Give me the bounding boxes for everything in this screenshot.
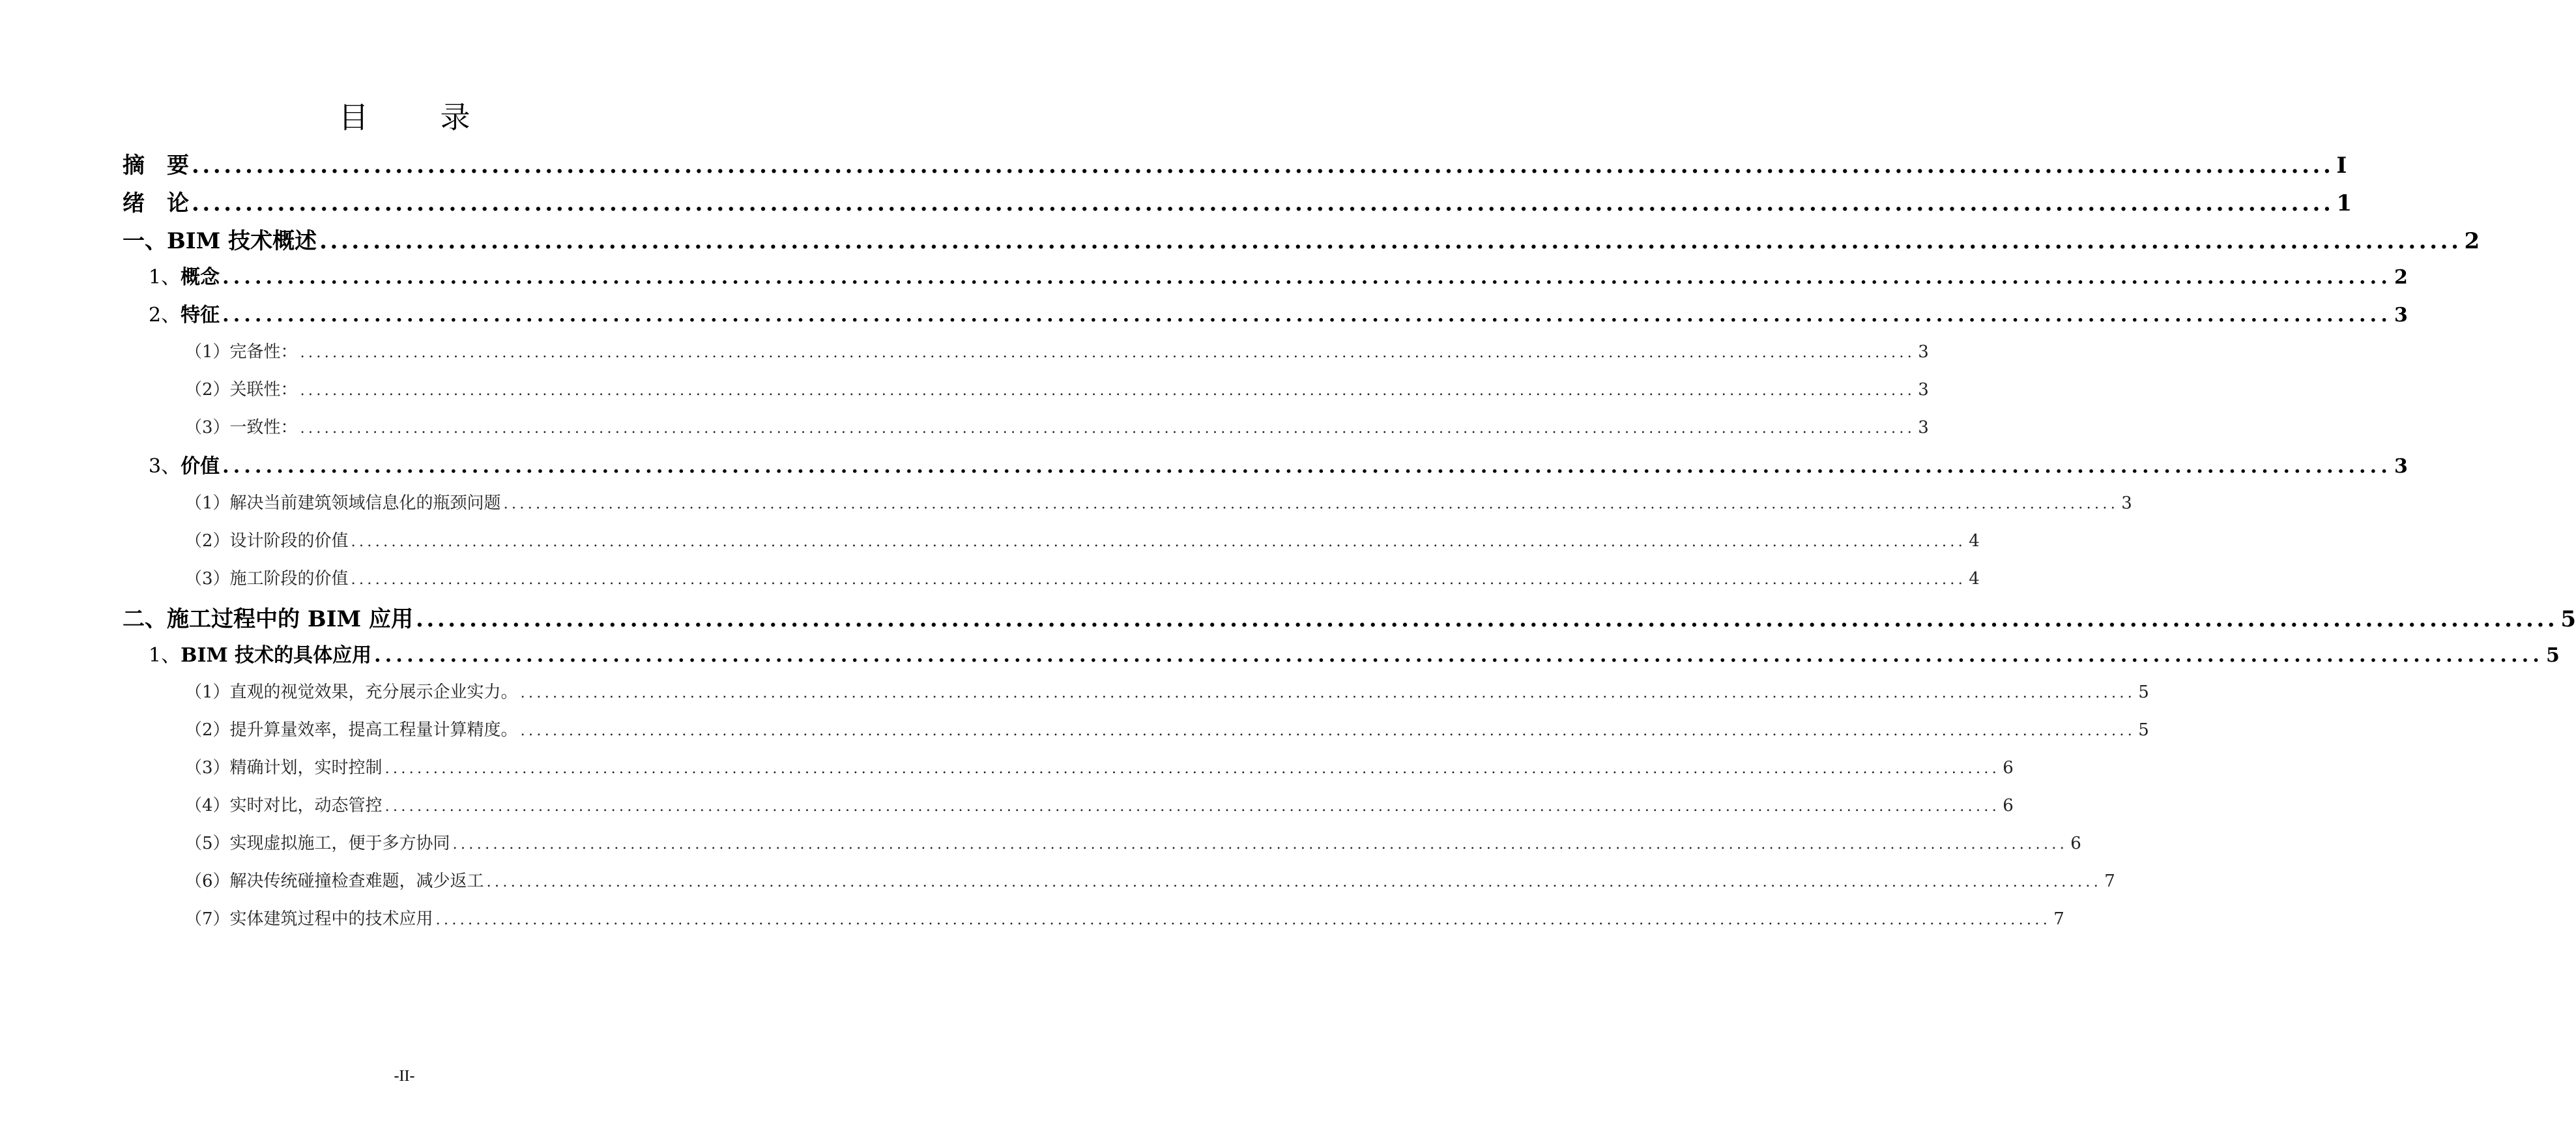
toc-dot-leader: ........................................................................................................................................................................................................ — [384, 761, 2001, 777]
toc-entry[interactable] — [185, 378, 1929, 402]
toc-entry-number: （7） — [185, 909, 230, 929]
toc-entry[interactable] — [185, 681, 2149, 704]
toc-entry-title: 直观的视觉效果，充分展示企业实力。 — [229, 682, 518, 702]
toc-entry-number: 2、 — [149, 304, 181, 327]
toc-dot-leader: ........................................................................................................................................................................................................ — [435, 912, 2051, 928]
toc-entry-page: 4 — [1969, 569, 1980, 589]
toc-dot-leader: ........................................................................................................................................................................................................ — [520, 723, 2136, 739]
toc-entry-title: 实体建筑过程中的技术应用 — [229, 909, 433, 929]
toc-dot-leader: ........................................................................................................................................................................................................ — [351, 534, 1967, 550]
toc-entry-title: BIM 技术的具体应用 — [181, 644, 372, 667]
toc-entry-number: （2） — [185, 531, 230, 551]
toc-entry-page: 1 — [2336, 190, 2352, 216]
toc-entry-title: 实时对比，动态管控 — [229, 796, 383, 815]
footer-page-number: -II- — [394, 1068, 415, 1085]
toc-dot-leader: ........................................................................................................................................................................................................ — [300, 420, 1916, 437]
toc-entry-page: 5 — [2560, 606, 2576, 632]
toc-entry[interactable] — [185, 756, 2014, 780]
toc-entry-page: 5 — [2138, 682, 2149, 702]
title-char-2: 录 — [440, 100, 470, 135]
toc-dot-leader: ........................................................................................................................................................................................................ — [374, 644, 2544, 667]
toc-entry-number: （1） — [185, 342, 230, 362]
toc-entry[interactable] — [149, 265, 2408, 291]
toc-entry-number: （6） — [185, 872, 230, 891]
toc-entry-number: （2） — [185, 380, 230, 400]
toc-dot-leader: ........................................................................................................................................................................................................ — [503, 496, 2119, 512]
toc-entry-title: 解决当前建筑领域信息化的瓶颈问题 — [229, 493, 501, 513]
toc-entry-title: 设计阶段的价值 — [229, 531, 349, 551]
toc-entry-page: 4 — [1969, 531, 1980, 551]
title-char-1: 目 — [338, 100, 369, 135]
toc-dot-leader: ........................................................................................................................................................................................................ — [520, 685, 2136, 701]
toc-entry-title: 完备性： — [229, 342, 298, 362]
toc-dot-leader: ........................................................................................................................................................................................................ — [384, 799, 2001, 815]
toc-entry[interactable] — [149, 454, 2408, 480]
toc-entry-page: 7 — [2104, 872, 2115, 891]
toc-entry-page: 6 — [2003, 796, 2014, 815]
toc-entry-number: （4） — [185, 796, 230, 815]
toc-dot-leader: ........................................................................................................................................................................................................ — [415, 606, 2558, 632]
toc-entry-page: 5 — [2546, 644, 2560, 667]
toc-entry-page: 3 — [1918, 342, 1929, 362]
toc-dot-leader: ........................................................................................................................................................................................................ — [192, 190, 2334, 216]
toc-entry-number: 3、 — [149, 455, 181, 478]
toc-entry[interactable] — [185, 718, 2149, 742]
toc-entry-title: 一致性： — [229, 418, 298, 437]
toc-entry-page: 3 — [2394, 455, 2408, 478]
toc-entry-title: 提升算量效率，提高工程量计算精度。 — [229, 720, 518, 740]
toc-entry-title: 精确计划，实时控制 — [229, 758, 383, 778]
toc-entry-page: I — [2336, 153, 2347, 179]
toc-dot-leader: ........................................................................................................................................................................................................ — [486, 874, 2102, 890]
toc-entry-title: 实现虚拟施工，便于多方协同 — [229, 834, 450, 853]
toc-entry-number: 1、 — [149, 644, 181, 667]
toc-entry[interactable] — [185, 416, 1929, 439]
toc-entry-title: 关联性： — [229, 380, 298, 400]
toc-entry-title: 概念 — [181, 266, 220, 289]
toc-entry-title: 施工过程中的 BIM 应用 — [167, 606, 413, 632]
toc-entry[interactable] — [185, 529, 1980, 553]
toc-entry-page: 3 — [1918, 418, 1929, 437]
toc-entry-page: 7 — [2053, 909, 2064, 929]
toc-dot-leader: ........................................................................................................................................................................................................ — [222, 304, 2392, 327]
toc-entry[interactable] — [185, 870, 2115, 893]
toc-entry-title: BIM 技术概述 — [167, 228, 317, 254]
toc-entry-page: 2 — [2464, 228, 2480, 254]
toc-entry-page: 3 — [1918, 380, 1929, 400]
toc-entry-number: （3） — [185, 418, 230, 437]
toc-entry-number: （1） — [185, 493, 230, 513]
toc-entry-page: 2 — [2394, 266, 2408, 289]
toc-entry[interactable] — [185, 567, 1980, 591]
toc-entry-number: 一、 — [123, 228, 167, 254]
toc-entry-number: （5） — [185, 834, 230, 853]
toc-entry[interactable] — [185, 340, 1929, 364]
toc-dot-leader: ........................................................................................................................................................................................................ — [300, 383, 1916, 399]
toc-entry[interactable] — [185, 832, 2081, 855]
toc-entry-page: 5 — [2138, 720, 2149, 740]
toc-entry-number: 绪 论 — [123, 190, 189, 216]
toc-dot-leader: ........................................................................................................................................................................................................ — [452, 836, 2068, 853]
toc-entry-number: 1、 — [149, 266, 181, 289]
toc-dot-leader: ........................................................................................................................................................................................................ — [222, 455, 2392, 478]
toc-entry-title: 解决传统碰撞检查难题，减少返工 — [229, 872, 484, 891]
toc-entry-number: （3） — [185, 758, 230, 778]
toc-entry-number: （2） — [185, 720, 230, 740]
toc-entry[interactable] — [123, 151, 2347, 180]
toc-dot-leader: ........................................................................................................................................................................................................ — [351, 572, 1967, 588]
toc-entry-page: 6 — [2070, 834, 2081, 853]
toc-entry[interactable] — [185, 491, 2132, 515]
toc-entry-page: 6 — [2003, 758, 2014, 778]
toc-entry-title: 施工阶段的价值 — [229, 569, 349, 589]
toc-entry-number: （1） — [185, 682, 230, 702]
toc-entry[interactable] — [123, 605, 2576, 634]
page-title — [0, 98, 809, 137]
toc-entry-page: 3 — [2121, 493, 2132, 513]
toc-entry[interactable] — [149, 643, 2560, 669]
toc-dot-leader: ........................................................................................................................................................................................................ — [319, 228, 2462, 254]
toc-entry-number: 二、 — [123, 606, 167, 632]
toc-entry[interactable] — [185, 794, 2014, 817]
toc-dot-leader: ........................................................................................................................................................................................................ — [222, 266, 2392, 289]
toc-entry[interactable] — [185, 907, 2064, 931]
toc-entry[interactable] — [149, 302, 2408, 329]
toc-entry-page: 3 — [2394, 304, 2408, 327]
toc-entry[interactable] — [123, 189, 2352, 218]
toc-dot-leader: ........................................................................................................................................................................................................ — [300, 345, 1916, 361]
toc-entry-title: 特征 — [181, 304, 220, 327]
toc-entry-number: 摘 要 — [123, 153, 189, 179]
toc-entry-number: （3） — [185, 569, 230, 589]
toc-entry-title: 价值 — [181, 455, 220, 478]
toc-dot-leader: ........................................................................................................................................................................................................ — [192, 153, 2334, 179]
toc-entry[interactable] — [123, 227, 2480, 256]
